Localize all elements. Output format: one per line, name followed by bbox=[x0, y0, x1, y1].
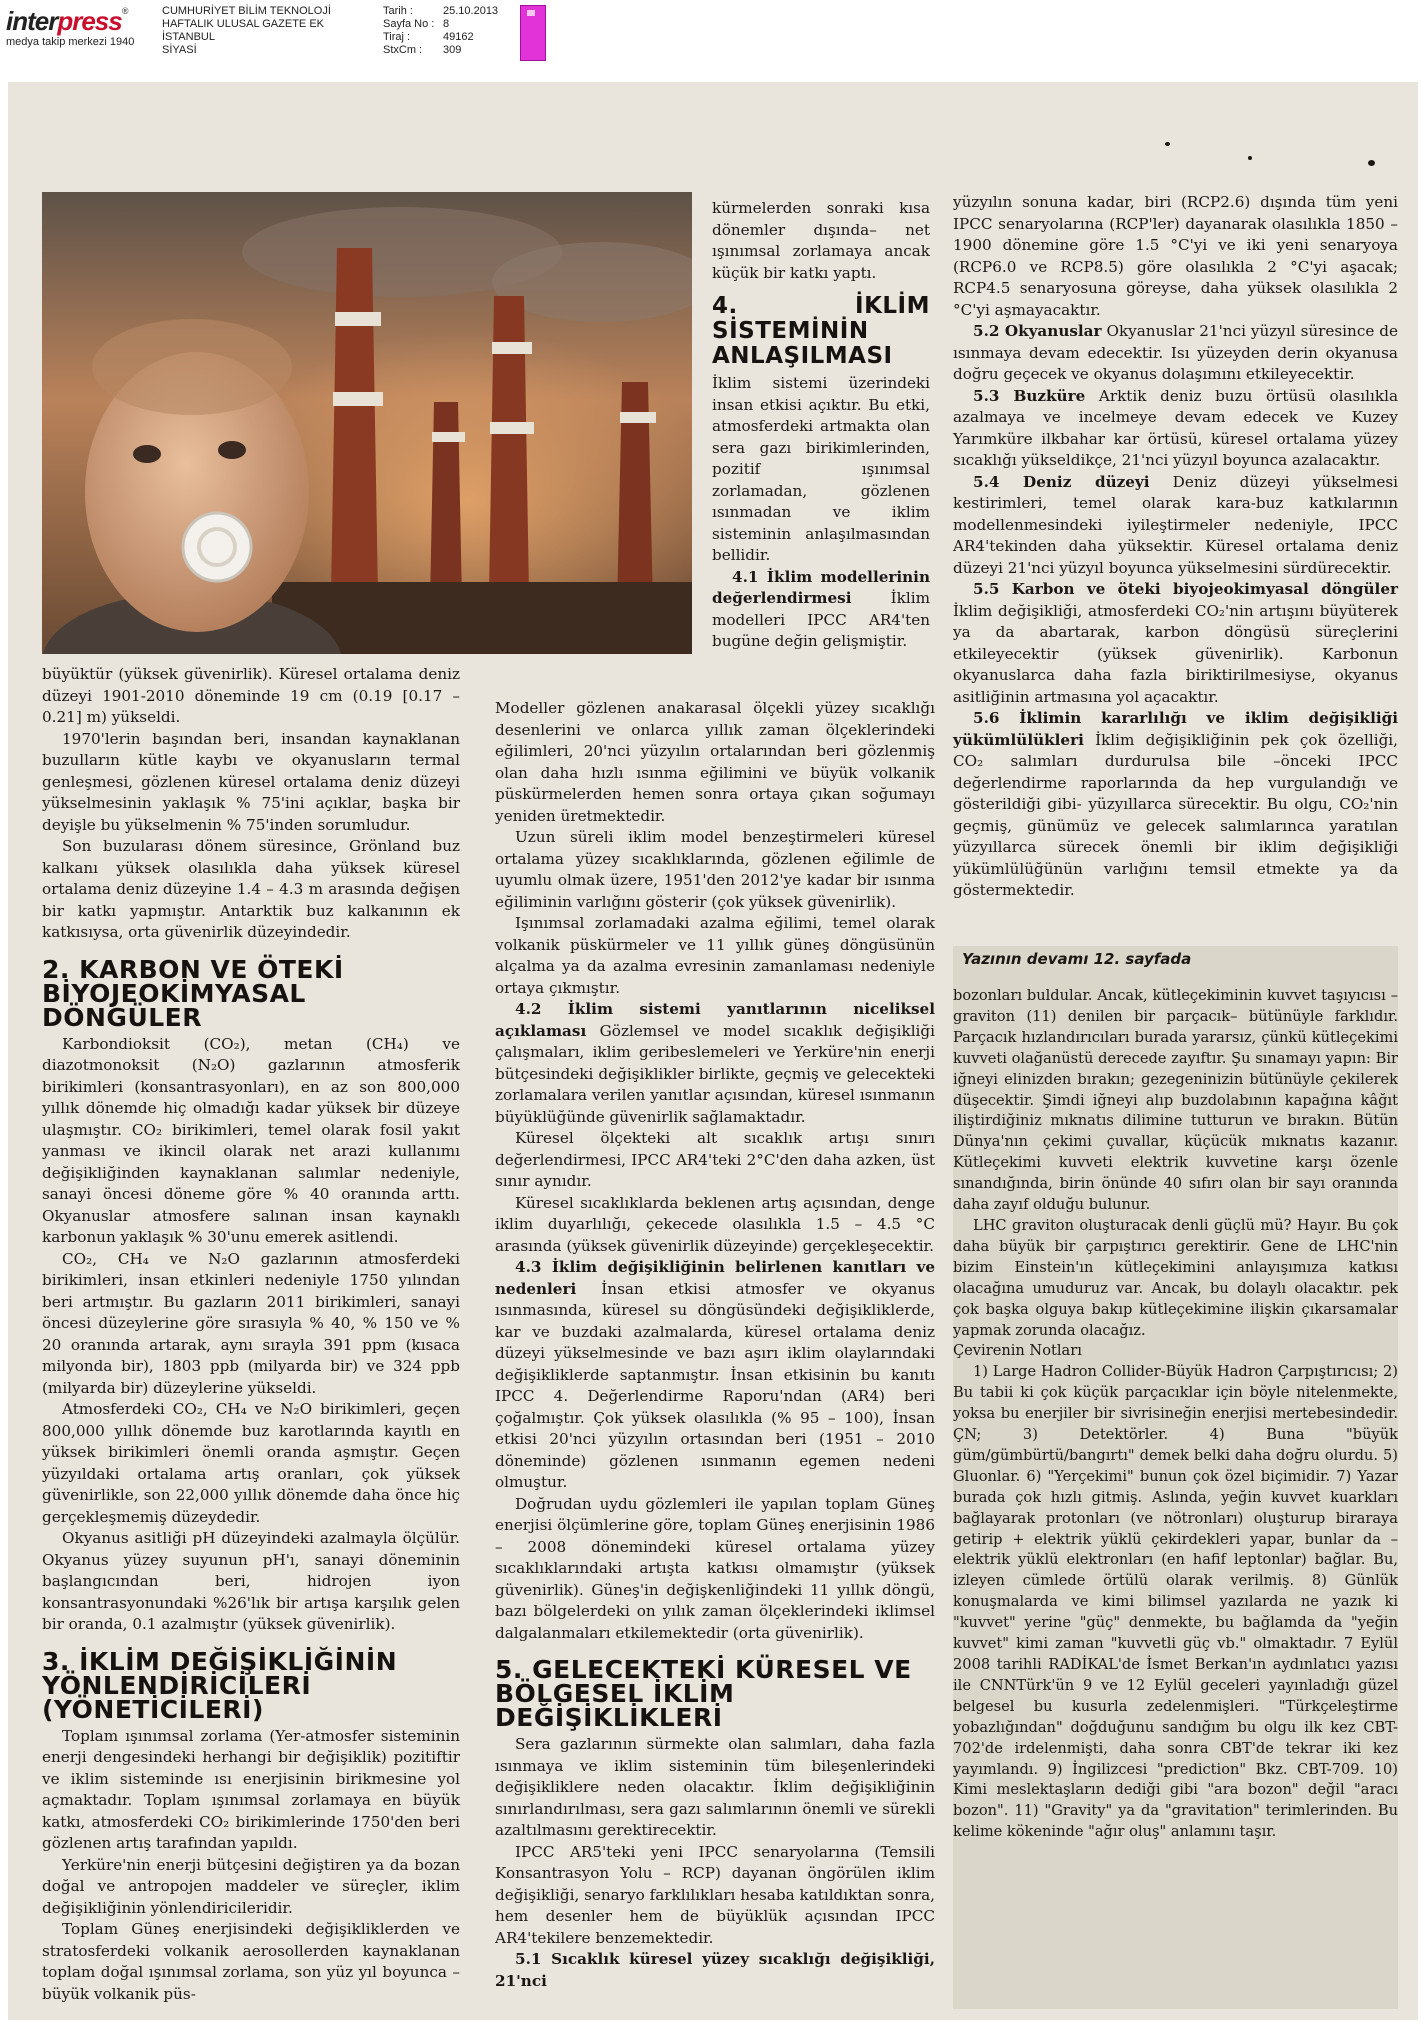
meta-values: 25.10.2013 8 49162 309 bbox=[443, 5, 499, 56]
meta-labels: Tarih : Sayfa No : Tiraj : StxCm : bbox=[383, 5, 435, 56]
clipping-header bbox=[0, 0, 1421, 80]
continuation-label: Yazının devamı 12. sayfada bbox=[962, 950, 1192, 968]
heading-climate-drivers: 3. İKLİM DEĞİŞİKLİĞİNİN YÖNLENDİRİCİLERİ (YÖNETİCİLERİ) bbox=[42, 1646, 398, 1724]
heading-carbon-cycles: 2. KARBON VE ÖTEKİ BİYOJEOKİMYASAL DÖNGÜLER bbox=[42, 954, 344, 1032]
column-2-top: kürmelerden sonraki kısa dönemler dışında– net ışınımsal zorlamaya ancak küçük bir katkı yaptı. 4. İKLİM SİSTEMİNİN ANLAŞILMASI İklim sistemi üzerindeki insan etkisi açıktır. Bu etki, atmosferdeki artmakta olan sera gazı birikimlerinden, pozitif ışınımsal zorlamadan, gözlenen ısınmadan ve iklim sisteminin anlaşılmasından bellidir. 4.1 İklim modellerinin değerlendirmesi İklim modelleri IPCC AR4'ten bugüne değin gelişmiştir. bbox=[712, 199, 930, 650]
ink-speck bbox=[1165, 142, 1170, 146]
interpress-logo: interpress® bbox=[6, 6, 128, 36]
ink-speck bbox=[1248, 156, 1252, 160]
baby-with-pacifier-and-smokestacks-photo bbox=[42, 192, 692, 654]
column-3: yüzyılın sonuna kadar, biri (RCP2.6) dışında tüm yeni IPCC senaryolarına (RCP'ler) dayanarak olasılıkla 1850 – 1900 dönemine göre 1.5 °C'yi ve iki yeni senaryoya (RCP6.0 ve RCP8.5) göre olasılıkla 2 °C'yi aşacak; RCP4.5 senaryosuna göreyse, daha yüksek olasılıkla 2 °C'yi aşmayacaktır. 5.2 Okyanuslar Okyanuslar 21'nci yüzyıl süresince de ısınmaya devam edecektir. Isı yüzeyden derin okyanusa doğru geçecek ve okyanus dolaşımını etkileyecektir. 5.3 Buzküre Arktik deniz buzu örtüsü olasılıkla azalmaya ve incelmeye devam edecek ve Kuzey Yarımküre ilkbahar kar örtüsü, küresel ortalama yüzey sıcaklığı yükseldikçe, 21'nci yüzyıl boyunca azalacaktır. 5.4 Deniz düzeyi Deniz düzeyi yükselmesi kestirimleri, temel olarak kara-buz katkılarının modellenmesindeki iyileştirmeler nedeniyle, IPCC AR4'tekinden daha yüksektir. Küresel ortalama deniz düzeyi 21'nci yüzyıl boyunca yükselmesini sürdürecektir. 5.5 Karbon ve öteki biyojeokimyasal döngüler İklim değişikliği, atmosferdeki CO₂'nin artışını büyüterek ya da abartarak, karbon döngüsü süreçlerini etkileyecektir (yüksek güvenirlik). Karbonun okyanuslarca daha fazla biriktirilmesiyse, okyanus asitliğinin artmasına yol açacaktır. 5.6 İklimin kararlılığı ve iklim değişikliği yükümlülükleri İklim değişikliğinin pek çok özelliği, CO₂ salımları durdurulsa bile –önceki IPCC değerlendirme raporlarında da hep vurgulandığı ve gösterildiği gibi- yüzyıllarca sürecektir. Bu olgu, CO₂'nin geçmiş, günümüz ve gelecek salımlarınca yaratılan yüzyıllarca sürecek önemli bir iklim değişikliği yükümlülüğünün varlığını temsil etmekte ya da göstermektedir. bbox=[953, 193, 1399, 899]
pacifier bbox=[183, 513, 251, 581]
heading-future-climate-changes: 5. GELECEKTEKİ KÜRESEL VE BÖLGESEL İKLİM DEĞİŞİKLİKLERİ bbox=[495, 1655, 912, 1732]
heading-understanding-climate-system: 4. İKLİM SİSTEMİNİN ANLAŞILMASI bbox=[712, 293, 930, 369]
tagline: medya takip merkezi 1940 bbox=[6, 36, 135, 48]
column-1: büyüktür (yüksek güvenirlik). Küresel ortalama deniz düzeyi 1901-2010 döneminde 19 cm (0.19 [0.17 – 0.21] m) yükseldi. 1970'lerin başından beri, insandan kaynaklanan buzulların kütle kaybı ve okyanusların termal genleşmesi, gözlenen küresel ortalama deniz düzeyi yükselmesinin yaklaşık % 75'ini açıklar, başka bir deyişle bu yükselmenin % 75'inden sorumludur. Son buzularası dönem süresince, Grönland buz kalkanı yüksek olasılıkla daha yüksek küresel ortalama deniz düzeyine 1.4 – 4.3 m arasında değişen bir katkı yapmıştır. Antarktik buz kalkanının ek katkısıysa, orta güvenirlik düzeyindedir. 2. KARBON VE ÖTEKİ BİYOJEOKİMYASAL DÖNGÜLER Karbondioksit (CO₂), metan (CH₄) ve diazotmonoksit (N₂O) gazlarının atmosferik birikimleri (konsantrasyonları), en az son 800,000 yıllık dönemde hiç olmadığı kadar yüksek bir düzeye ulaşmıştır. CO₂ birikimleri, temel olarak fosil yakıt yanması ve ikincil olarak net arazi kullanımı değişikliğinden kaynaklanan salımlar nedeniyle, sanayi öncesi döneme göre % 40 oranında arttı. Okyanuslar atmosfere salınan insan kaynaklı karbonun yaklaşık % 30'unu emerek asitlendi. CO₂, CH₄ ve N₂O gazlarının atmosferdeki birikimleri, insan etkinleri nedeniyle 1750 yılından beri artmıştır. Bu gazların 2011 birikimleri, sanayi öncesi düzeylerine göre sırasıyla % 40, % 150 ve % 20 oranında artarak, aynı sırayla 391 ppm (kısaca milyonda bir), 1803 ppb (milyarda bir) ve 324 ppb (milyarda bir) düzeylerine yükseldi. Atmosferdeki CO₂, CH₄ ve N₂O birikimleri, geçen 800,000 yıllık dönemde buz karotlarında kayıtlı en yüksek birikimleri önemli oranda aşmıştır. Geçen yüzyıldaki ortalama artış oranları, çok yüksek güvenirlikle, son 22,000 yıllık dönemde daha önce hiç gerçekleşmemiş düzeydedir. Okyanus asitliği pH düzeyindeki azalmayla ölçülür. Okyanus yüzey suyunun pH'ı, sanayi döneminin başlangıcından beri, hidrojen iyon konsantrasyonundaki %26'lık bir artışa karşılık gelen bir oranda, 0.1 azalmıştır (yüksek güvenirlik). 3. İKLİM DEĞİŞİKLİĞİNİN YÖNLENDİRİCİLERİ (YÖNETİCİLERİ) Toplam ışınımsal zorlama (Yer-atmosfer sisteminin enerji dengesindeki herhangi bir değişiklik) pozitiftir ve iklim sisteminde ısı enerjisinin birikmesine yol açmaktadır. Toplam ışınımsal zorlamaya en büyük katkı, atmosferdeki CO₂ birikimlerinde 1750'den beri gözlenen artış tarafından yapıldı. Yerküre'nin enerji bütçesini değiştiren ya da bozan doğal ve antropojen maddeler ve süreçler, iklim değişikliğinin yönlendiricileridir. Toplam Güneş enerjisindeki değişikliklerden ve stratosferdeki volkanik aerosollerden kaynaklanan toplam doğal ışınımsal zorlama, son yüz yıl boyunca –büyük volkanik püs- bbox=[42, 665, 460, 2003]
continuation-column: bozonları buldular. Ancak, kütleçekiminin kuvvet taşıyıcısı –graviton (11) denilen bir parçacık– bütünüyle farklıdır. Parçacık hızlandırıcıları burada yararsız, çünkü kütleçekimi kuvveti olağanüstü derecede zayıftır. Şu sınamayı yapın: Bir iğneyi elinizden bırakın; gezegeninizin bütünüyle çekilerek düşecektir. Şimdi iğneyi alıp buzdolabının kapağına kâğıt iliştirdiğiniz mıknatıs dilimine tutturun ve bırakın. Bütün Dünya'nın çekimi çuvallar, küçücük mıknatıs kazanır. Kütleçekimi kuvveti elektrik kuvvetine karşı özenle sınandığında, birin önünde 40 sıfırı olan bir sayı oranında daha zayıf olduğu bulunur. LHC graviton oluşturacak denli güçlü mü? Hayır. Bu çok daha büyük bir çarpıştırıcı gerektirir. Gene de LHC'nin bizim Einstein'ın kütleçekimini anlayışımıza katkısı olacağına umuduruz var. Ancak, bu dolaylı olacaktır. pek çok başka olguya bakıp kütleçekimine ilişkin çıkarsamalar yapmak zorunda olacağız. Çevirenin Notları 1) Large Hadron Collider-Büyük Hadron Çarpıştırıcısı; 2) Bu tabii ki çok küçük parçacıklar için böyle nitelenmekte, yoksa bu enerjiler bir sivrisineğin enerjisi mertebesindedir. ÇN; 3) Detektörler. 4) Buna "büyük güm/gümbürtü/bangırtı" demek belki daha doğru olurdu. 5) Gluonlar. 6) "Yerçekimi" bunun çok özel biçimidir. 7) Yazar burada çok hızlı gitmiş. Aslında, yeğin kuvvet kuarkları bağlayarak protonları (ve nötronları) oluşturup biraraya getirip + elektrik yüklü çekirdekleri yapar, bunlar da – elektrik yüklü elektronları (en hafif leptonlar) bağlar. Bu, izleyen cümlede örtülü olarak verilmiş. 8) Günlük konuşmalarda ve kimi bilimsel yazılarda ne yazık ki "kuvvet" yerine "güç" denmekte, bu bağlamda da "yeğin kuvvet" kimi zaman "kuvvetli güç vb." olmaktadır. 7 Eylül 2008 tarihli RADİKAL'de İsmet Berkan'ın aydınlatıcı yazısı ile CNNTürk'ün 9 ve 12 Eylül geceleri yayınladığı güzel belgesel bu kusurla zedelenmişleri. "Türkçeleştirme yobazlığından" doğduğunu sandığım bu olgu ilk kez CBT-702'de irdelenmişti, daha sonra CBT'de tekrar iki kez yayımlandı. 9) İngilizcesi "prediction" Bkz. CBT-709. 10) Kimi meslektaşların dediği gibi "ara bozon" değil "aracı bozon". 11) "Gravity" ya da "gravitation" terimlerinden. Bu kelime kökeninde "ağır oluş" anlamını taşır. bbox=[953, 987, 1398, 1841]
ink-speck bbox=[1368, 160, 1375, 166]
publication-info: CUMHURİYET BİLİM TEKNOLOJİ HAFTALIK ULUSAL GAZETE EK İSTANBUL SİYASİ bbox=[162, 5, 331, 56]
stamp-highlight bbox=[527, 10, 535, 16]
column-2: Modeller gözlenen anakarasal ölçekli yüzey sıcaklığı desenlerini ve onlarca yıllık zaman ölçeklerindeki eğilimleri, 20'nci yüzyılın ortalarından beri gözlenmiş olan daha hızlı ısınma eğilimini ve büyük volkanik püskürmelerden hemen sonra ortaya çıkan soğumayı yeniden üretmektedir. Uzun süreli iklim model benzeştirmeleri küresel ortalama yüzey sıcaklıklarında, gözlenen eğilimle de uyumlu olmak üzere, 1951'den 2012'ye kadar bir ısınma eğiliminin varlığını gösterir (çok yüksek güvenirlik). Işınımsal zorlamadaki azalma eğilimi, temel olarak volkanik püskürmeler ve 11 yıllık güneş döngüsünün alçalma ya da azalma evresinin zamanlaması nedeniyle ortaya çıkmıştır. 4.2 İklim sistemi yanıtlarının niceliksel açıklaması Gözlemsel ve model sıcaklık değişikliği çalışmaları, iklim geribeslemeleri ve Yerküre'nin enerji bütçesindeki değişiklikler birlikte, geçmiş ve gelecekteki zorlamalara verilen yanıtlar açısından, küresel ısınmanın büyüklüğünde güvenirlik sağlamaktadır. Küresel ölçekteki alt sıcaklık artışı sınırı değerlendirmesi, IPCC AR4'teki 2°C'den daha azken, üst sınır aynıdır. Küresel sıcaklıklarda beklenen artış açısından, denge iklim duyarlılığı, çekecede olasılıkla 1.5 – 4.5 °C arasında (yüksek güvenirlik düzeyinde) gerçekleşecektir. 4.3 İklim değişikliğinin belirlenen kanıtları ve nedenleri İnsan etkisi atmosfer ve okyanus ısınmasında, küresel su döngüsündeki değişikliklerde, kar ve buzdaki azalmalarda, küresel ortalama deniz düzeyi yükselmesinde ve bazı aşırı iklim olaylarındaki değişikliklerde saptanmıştır. İnsan etkisinin bu kanıtı IPCC 4. Değerlendirme Raporu'ndan (AR4) beri çoğalmıştır. Çok yüksek olasılıkla (% 95 – 100), İnsan etkisi 20'nci yüzyılın ortasından beri (1951 – 2010 döneminde) gözlenen ısınmanın egemen nedeni olmuştur. Doğrudan uydu gözlemleri ile yapılan toplam Güneş enerjisi ölçümlerine göre, toplam Güneş enerjisinin 1986 – 2008 dönemindeki küresel ortalama yüzey sıcaklıklarındaki artışta katkısı olmamıştır (yüksek güvenirlik). Güneş'in değişkenliğindeki 11 yıllık döngü, bazı bölgelerdeki on yılık zaman ölçeklerindeki iklimsel dalgalanmaları etkilemektedir (orta güvenirlik). 5. GELECEKTEKİ KÜRESEL VE BÖLGESEL İKLİM DEĞİŞİKLİKLERİ Sera gazlarının sürmekte olan salımları, daha fazla ısınmaya ve iklim sisteminin tüm bileşenlerindeki değişikliklere neden olacaktır. İklim değişikliğinin sınırlandırılması, sera gazı salımlarının önemli ve sürekli azaltılmasını gerektirecektir. IPCC AR5'teki yeni IPCC senaryolarına (Temsili Konsantrasyon Yolu – RCP) dayanan öngörülen iklim değişikliği, senaryo farklılıkları hesaba katıldıktan sonra, hem desenler hem de büyüklük açısından IPCC AR4'tekilere benzemektedir. 5.1 Sıcaklık küresel yüzey sıcaklığı değişikliği, 21'nci bbox=[495, 699, 936, 1990]
